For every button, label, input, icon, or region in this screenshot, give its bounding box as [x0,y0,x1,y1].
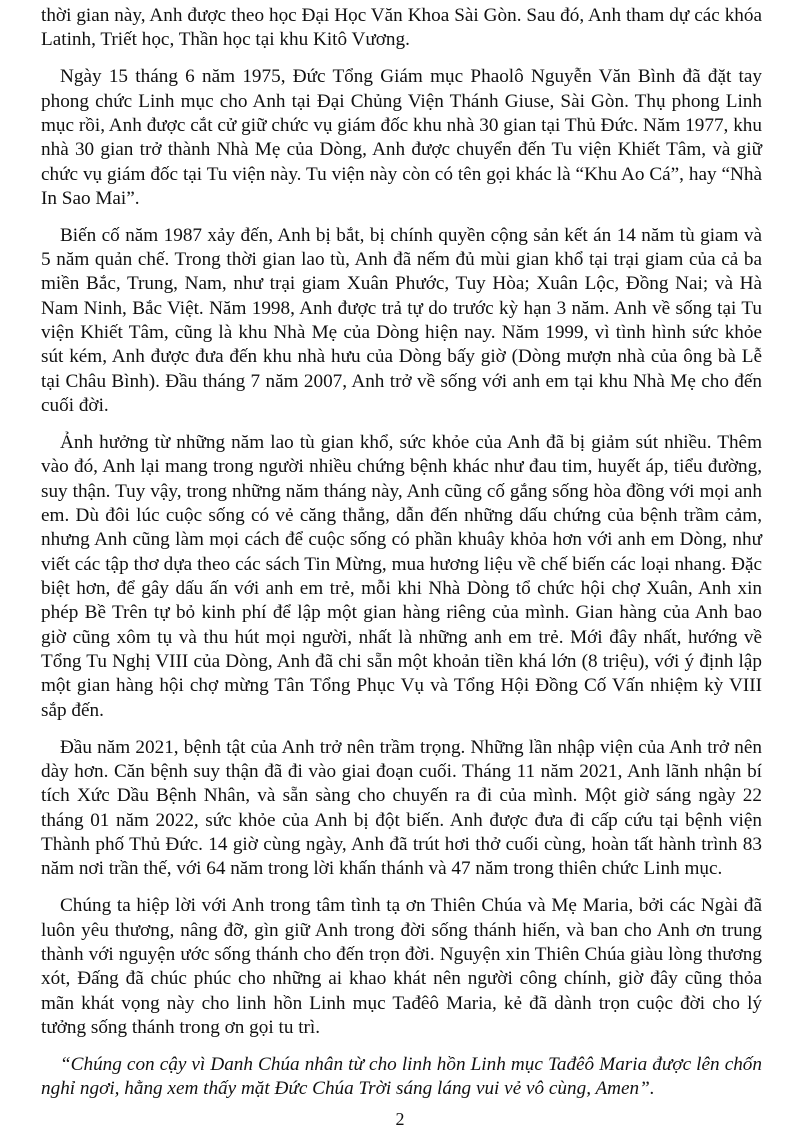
paragraph-final-illness: Đầu năm 2021, bệnh tật của Anh trở nên trầm trọng. Những lần nhập viện của Anh trở nên dày hơn. Căn bệnh suy thận đã đi vào giai đoạn cuối. Tháng 11 năm 2021, Anh lãnh nhận bí tích Xức Dầu Bệnh Nhân, và sẵn sàng cho chuyến ra đi của mình. Một giờ sáng ngày 22 tháng 01 năm 2022, sức khỏe của Anh bị đột biến. Anh được đưa đi cấp cứu tại bệnh viện Thành phố Thủ Đức. 14 giờ cùng ngày, Anh đã trút hơi thở cuối cùng, hoàn tất hành trình 83 năm nơi trần thế, với 64 năm trong lời khấn thánh và 47 năm trong thiên chức Linh mục. [41,736,762,880]
paragraph-ordination: Ngày 15 tháng 6 năm 1975, Đức Tổng Giám mục Phaolô Nguyễn Văn Bình đã đặt tay phong chức Linh mục cho Anh tại Đại Chủng Viện Thánh Giuse, Sài Gòn. Thụ phong Linh mục rồi, Anh được cắt cử giữ chức vụ giám đốc khu nhà 30 gian tại Thủ Đức. Năm 1977, khu nhà 30 gian trở thành Nhà Mẹ của Dòng, Anh được chuyển đến Tu viện Khiết Tâm, và giữ chức vụ giám đốc tại Tu viện này. Tu viện này còn có tên gọi khác là “Khu Ao Cá”, hay “Nhà In Sao Mai”. [41,66,762,209]
paragraph-health: Ảnh hưởng từ những năm lao tù gian khổ, sức khỏe của Anh đã bị giảm sút nhiều. Thêm vào đó, Anh lại mang trong người nhiều chứng bệnh khác như đau tim, huyết áp, tiểu đường, suy thận. Tuy vậy, trong những năm tháng này, Anh cũng cố gắng sống hòa đồng với mọi anh em. Dù đôi lúc cuộc sống có vẻ căng thẳng, dẫn đến những dấu chứng của bệnh trầm cảm, nhưng Anh cũng làm mọi cách để cuộc sống có phần khuây khỏa hơn với anh em Dòng, như viết các tập thơ dựa theo các sách Tin Mừng, mua hương liệu về chế biến các loại nhang. Đặc biệt hơn, để gây dấu ấn với anh em trẻ, mỗi khi Nhà Dòng tổ chức hội chợ Xuân, Anh xin phép Bề Trên tự bỏ kinh phí để lập một gian hàng riêng của mình. Gian hàng của Anh bao giờ cũng xôm tụ và thu hút mọi người, nhất là những anh em trẻ. Mới đây nhất, hướng về Tổng Tu Nghị VIII của Dòng, Anh đã chi sẵn một khoản tiền khá lớn (8 triệu), với ý định lập một gian hàng hội chợ mừng Tân Tổng Phục Vụ và Tổng Hội Đồng Cố Vấn nhiệm kỳ VIII sắp đến. [41,432,762,721]
page-number: 2 [395,1109,405,1129]
paragraph-continuation: thời gian này, Anh được theo học Đại Học Văn Khoa Sài Gòn. Sau đó, Anh tham dự các khóa Latinh, Triết học, Thần học tại khu Kitô Vương. [41,5,762,51]
paragraph-imprisonment: Biến cố năm 1987 xảy đến, Anh bị bắt, bị chính quyền cộng sản kết án 14 năm tù giam và 5 năm quản chế. Trong thời gian lao tù, Anh đã nếm đủ mùi gian khổ tại trại giam của cả ba miền Bắc, Trung, Nam, như trại giam Xuân Phước, Tuy Hòa; Xuân Lộc, Đồng Nai; và Hà Nam Ninh, Bắc Việt. Năm 1998, Anh được trả tự do trước kỳ hạn 3 năm. Anh về sống tại Tu viện Khiết Tâm, cũng là khu Nhà Mẹ của Dòng hiện nay. Năm 1999, vì tình hình sức khỏe sút kém, Anh được đưa đến khu nhà hưu của Dòng bấy giờ (Dòng mượn nhà của ông bà Lễ tại Châu Bình). Đầu tháng 7 năm 2007, Anh trở về sống với anh em tại khu Nhà Mẹ cho đến cuối đời. [41,224,762,417]
closing-prayer-quote: “Chúng con cậy vì Danh Chúa nhân từ cho linh hồn Linh mục Tađêô Maria được lên chốn nghỉ ngơi, hằng xem thấy mặt Đức Chúa Trời sáng láng vui vẻ vô cùng, Amen”. [41,1053,762,1100]
paragraph-thanksgiving: Chúng ta hiệp lời với Anh trong tâm tình tạ ơn Thiên Chúa và Mẹ Maria, bởi các Ngài đã luôn yêu thương, nâng đỡ, gìn giữ Anh trong đời sống thánh hiến, và ban cho Anh ơn trung thành với nguyện ước sống thánh cho đến trọn đời. Nguyện xin Thiên Chúa giàu lòng thương xót, Đấng đã chúc phúc cho những ai khao khát nên người công chính, giờ đây cũng thỏa mãn khát vọng này cho linh hồn Linh mục Tađêô Maria, kẻ đã dành trọn cuộc đời cho lý tưởng sống thánh trong ơn gọi tu trì. [41,895,762,1038]
